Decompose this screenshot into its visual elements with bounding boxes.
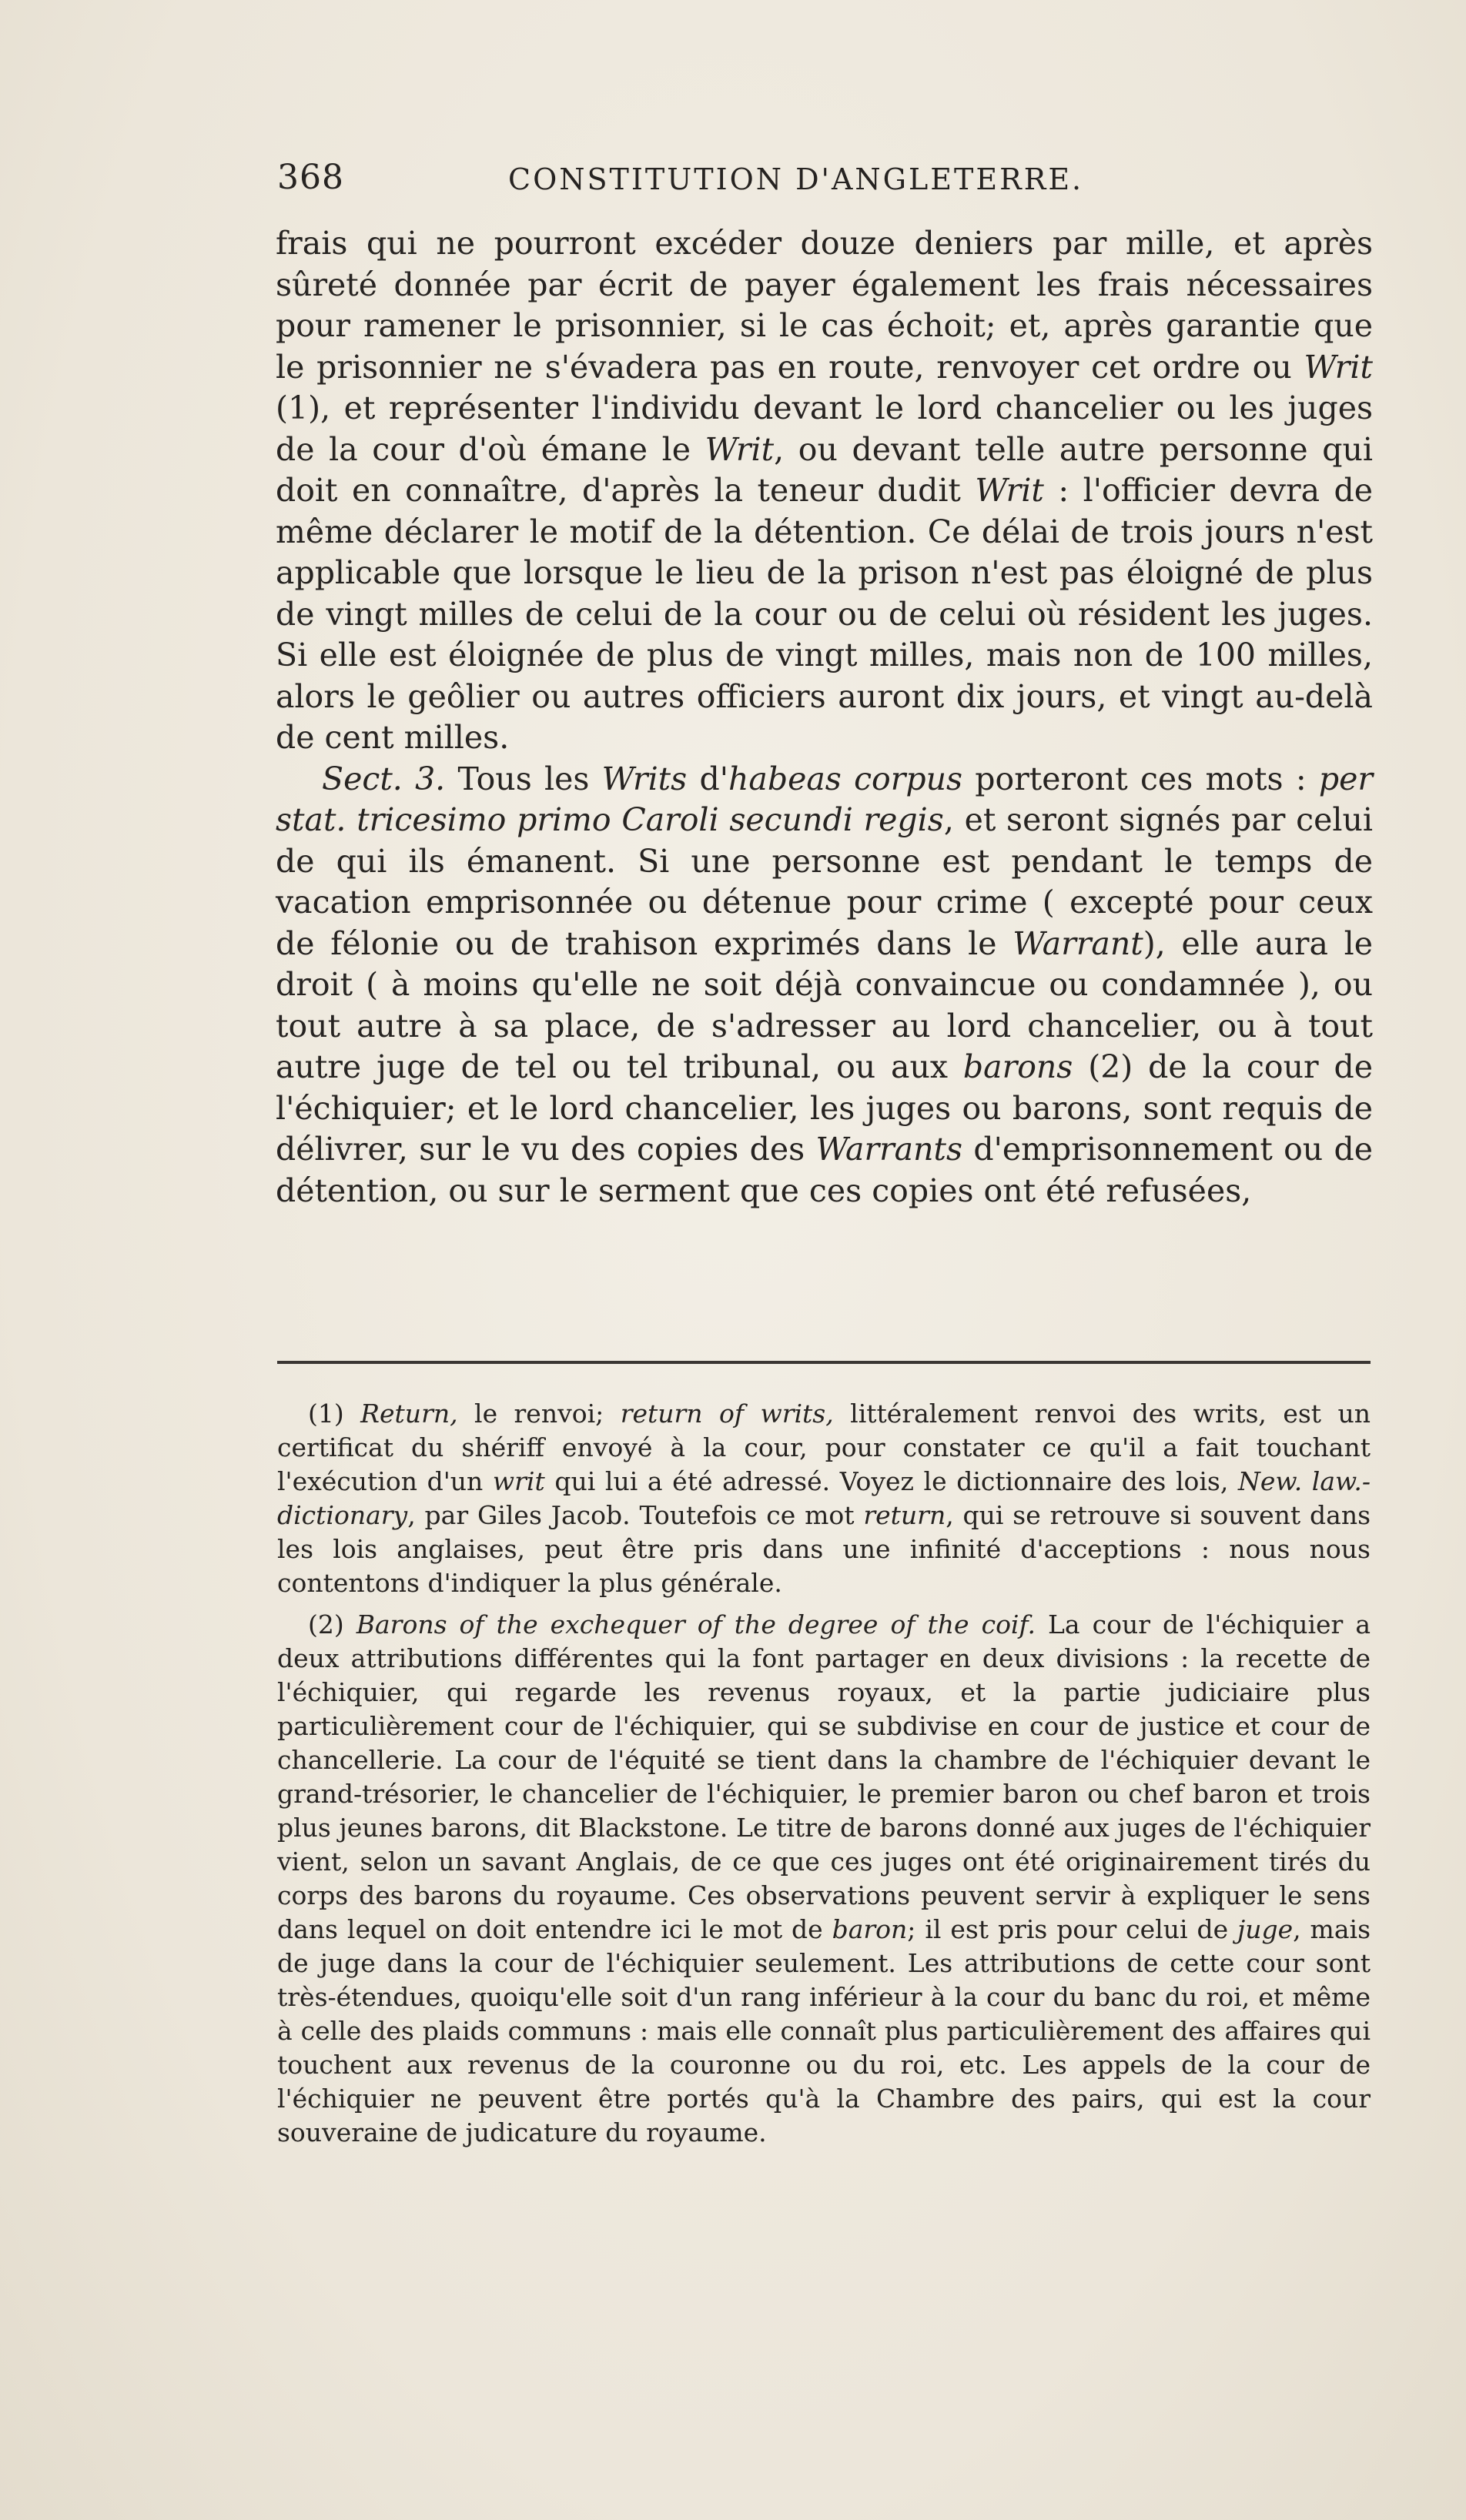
- italic-term: juge: [1237, 1914, 1294, 1944]
- main-text: [276, 223, 1373, 1212]
- italic-term: Writ: [705, 430, 775, 468]
- running-title: CONSTITUTION D'ANGLETERRE.: [508, 162, 1084, 196]
- text-run: , par Giles Jacob. Toutefois ce mot: [407, 1500, 864, 1530]
- text-run: , qui se retrouve si souvent dans les lois anglaises, peut être pris dans une infinité d'acceptions : nous nous contentons d'indiquer la plus générale.: [277, 1500, 1371, 1598]
- text-run: porteront ces mots :: [962, 760, 1319, 797]
- text-run: qui lui a été adressé. Voyez le dictionnaire des lois,: [544, 1466, 1238, 1496]
- text-run: (2) de la cour de l'échiquier; et le lord chancelier, les juges ou barons, sont requis de délivrer, sur le vu des copies des: [276, 1048, 1374, 1168]
- text-run: frais qui ne pourront excéder douze deniers par mille, et après sûreté donnée par écrit de payer également les frais nécessaires pour ramener le prisonnier, si le cas échoit; et, après garantie que le prisonnier ne s'évadera pas en route, renvoyer cet ordre ou: [276, 225, 1373, 386]
- text-run: Tous les: [445, 760, 602, 797]
- italic-term: Barons of the exchequer of the degree of the coif.: [356, 1609, 1036, 1639]
- italic-term: Warrant: [1012, 924, 1143, 962]
- italic-term: Writ: [975, 472, 1044, 509]
- text-run: littéralement renvoi des writs, est un certificat du shériff envoyé à la cour, pour constater ce qu'il a fait touchant l'exécution d'un: [277, 1399, 1371, 1496]
- text-run: : l'officier devra de même déclarer le motif de la détention. Ce délai de trois jours n'est applicable que lorsque le lieu de la prison n'est pas éloigné de plus de vingt milles de celui de la cour ou de celui où résident les juges. Si elle est éloignée de plus de vingt milles, mais non de 100 milles, alors le geôlier ou autres officiers auront dix jours, et vingt au-delà de cent milles.: [276, 472, 1374, 756]
- text-run: , ou devant telle autre personne qui doit en connaître, d'après la teneur dudit: [276, 430, 1373, 509]
- text-run: d'emprisonnement ou de détention, ou sur le serment que ces copies ont été refusées,: [276, 1131, 1374, 1209]
- footnotes: [277, 1397, 1371, 2150]
- italic-term: Return,: [360, 1399, 458, 1429]
- footnote-number: (1): [308, 1399, 361, 1429]
- italic-term: Writs: [601, 760, 688, 797]
- text-run: ), elle aura le droit ( à moins qu'elle ne soit déjà convaincue ou condamnée ), ou tout autre à sa place, de s'adresser au lord chancelier, ou à tout autre juge de tel ou tel tribunal, ou aux: [276, 924, 1373, 1085]
- italic-term: Warrants: [815, 1131, 963, 1168]
- text-run: d': [687, 760, 728, 797]
- italic-term: return: [863, 1500, 946, 1530]
- page-header: [277, 158, 1371, 204]
- latin-phrase: per stat. tricesimo primo Caroli secundi regis: [276, 760, 1373, 838]
- paragraph-1: [276, 223, 1373, 759]
- footnote-2: [277, 1608, 1371, 2150]
- text-run: le renvoi;: [457, 1399, 621, 1429]
- text-run: , et seront signés par celui de qui ils émanent. Si une personne est pendant le temps de vacation emprisonnée ou détenue pour crime ( excepté pour ceux de félonie ou de trahison exprimés dans le: [276, 801, 1373, 962]
- italic-term: writ: [492, 1466, 545, 1496]
- italic-term: habeas corpus: [728, 760, 963, 797]
- footnote-number: (2): [308, 1609, 356, 1639]
- text-run: , mais de juge dans la cour de l'échiquier seulement. Les attributions de cette cour sont très-étendues, quoiqu'elle soit d'un rang inférieur à la cour du banc du roi, et même à celle des plaids communs : mais elle connaît plus particulièrement des affaires qui touchent aux revenus de la couronne ou du roi, etc. Les appels de la cour de l'échiquier ne peuvent être portés qu'à la Chambre des pairs, qui est la cour souveraine de judicature du royaume.: [277, 1914, 1371, 2147]
- footnote-separator: [277, 1361, 1371, 1364]
- section-label: Sect. 3.: [322, 760, 446, 797]
- italic-term: Writ: [1304, 348, 1373, 386]
- paragraph-section-3: [276, 759, 1373, 1212]
- page-number: 368: [277, 158, 344, 197]
- italic-term: return of writs,: [620, 1399, 834, 1429]
- italic-term: barons: [962, 1048, 1073, 1085]
- italic-term: New. law.-dictionary: [277, 1466, 1371, 1530]
- text-run: ; il est pris pour celui de: [907, 1914, 1238, 1944]
- text-run: La cour de l'échiquier a deux attributions différentes qui la font partager en deux divisions : la recette de l'échiquier, qui regarde les revenus royaux, et la partie judiciaire plus particulièrement cour de l'échiquier, qui se subdivise en cour de justice et cour de chancellerie. La cour de l'équité se tient dans la chambre de l'échiquier devant le grand-trésorier, le chancelier de l'échiquier, le premier baron ou chef baron et trois plus jeunes barons, dit Blackstone. Le titre de barons donné aux juges de l'échiquier vient, selon un savant Anglais, de ce que ces juges ont été originairement tirés du corps des barons du royaume. Ces observations peuvent servir à expliquer le sens dans lequel on doit entendre ici le mot de: [277, 1609, 1371, 1944]
- footnote-1: [277, 1397, 1371, 1600]
- italic-term: baron: [832, 1914, 908, 1944]
- text-run: (1), et représenter l'individu devant le lord chancelier ou les juges de la cour d'où émane le: [276, 389, 1373, 468]
